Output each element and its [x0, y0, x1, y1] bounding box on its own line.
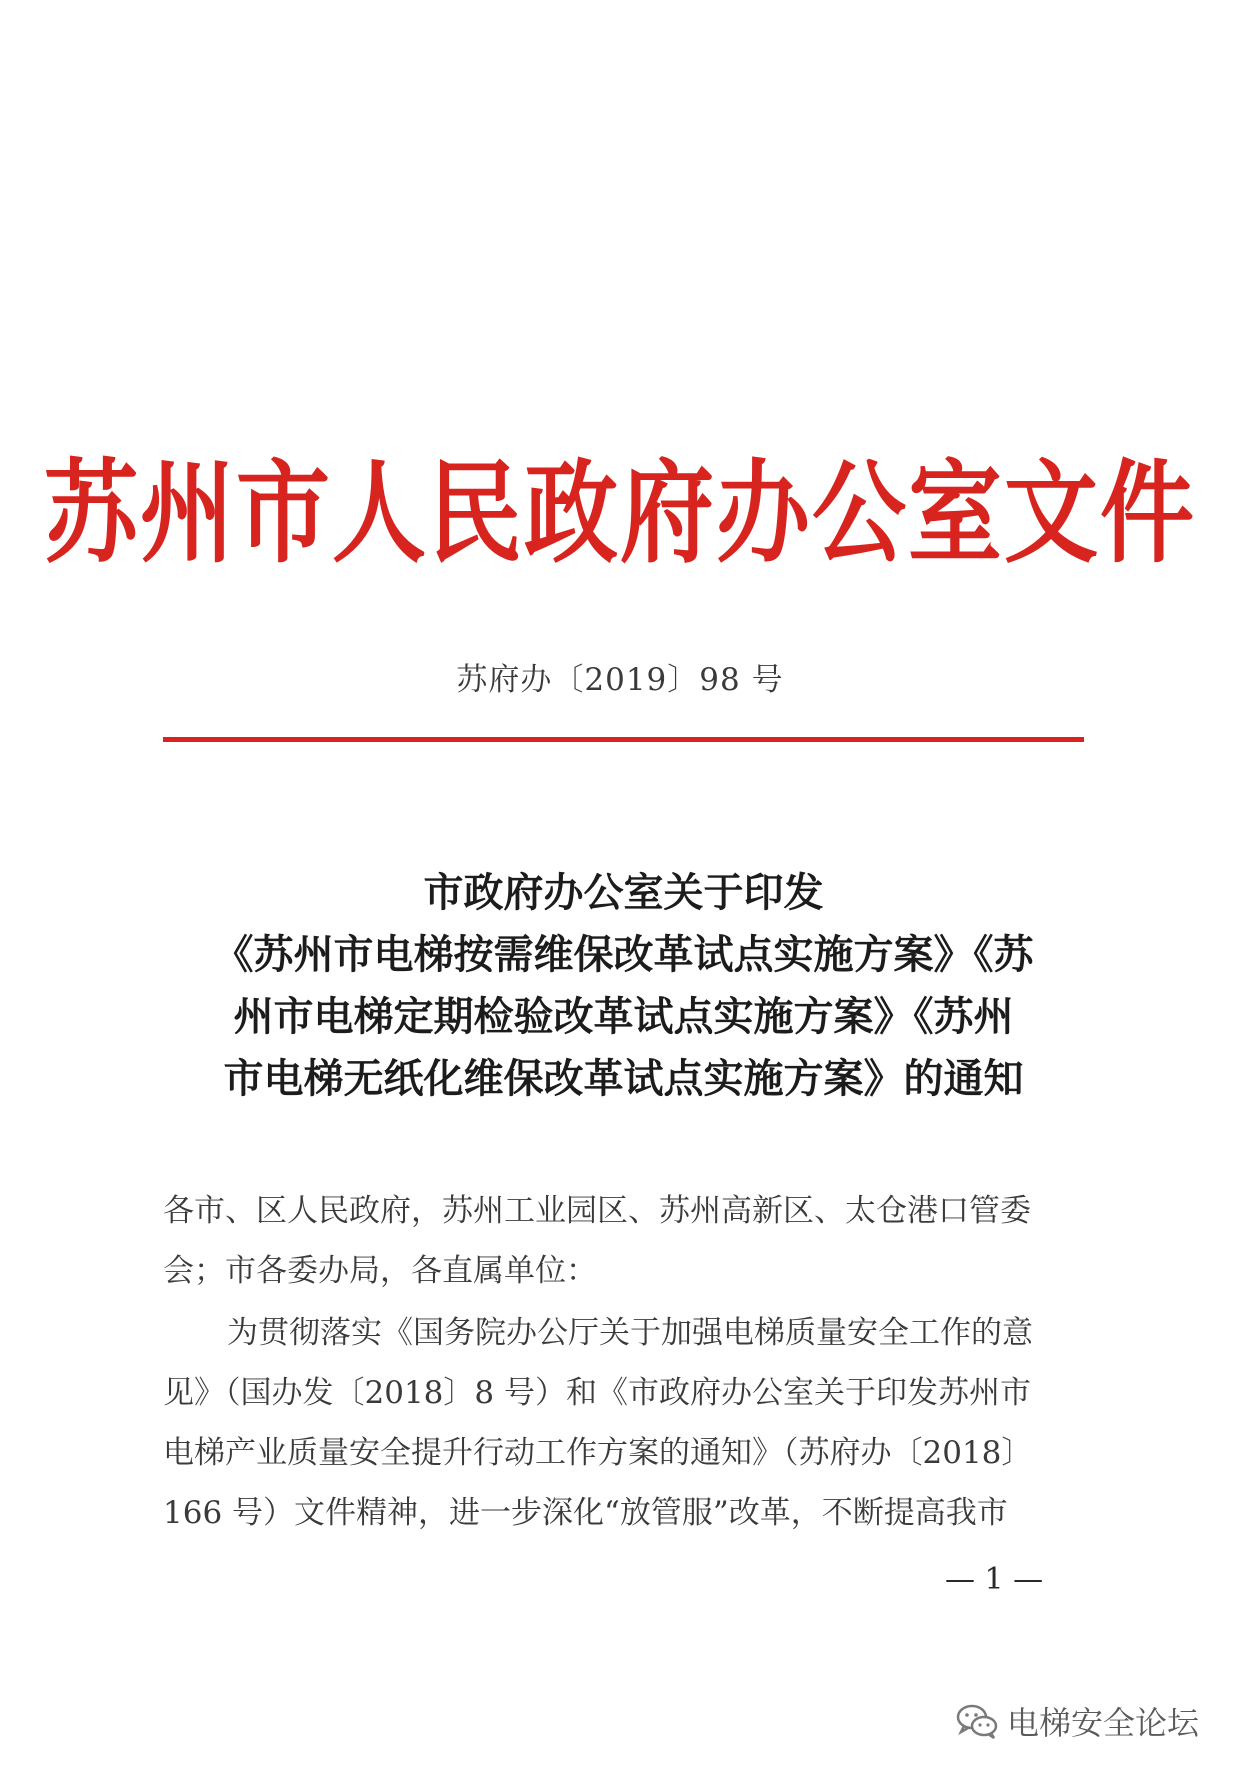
wechat-icon: [955, 1701, 999, 1741]
notice-title-line: 市电梯无纸化维保改革试点实施方案》的通知: [223, 1056, 1024, 1102]
watermark: [955, 1698, 1199, 1744]
notice-title-line: 州市电梯定期检验改革试点实施方案》《苏州: [233, 994, 1014, 1040]
red-divider-line: [163, 737, 1084, 742]
document-header-title: 苏州市人民政府办公室文件: [44, 448, 1197, 578]
body-paragraph: [163, 1303, 1084, 1543]
paragraph-line: 166 号）文件精神，进一步深化“放管服”改革，不断提高我市: [163, 1495, 1008, 1531]
notice-title: [163, 862, 1084, 1110]
page-number: — 1 —: [945, 1562, 1044, 1597]
paragraph-line: 电梯产业质量安全提升行动工作方案的通知》（苏府办〔2018〕: [163, 1435, 1033, 1471]
addressee-line: 各市、区人民政府，苏州工业园区、苏州高新区、太仓港口管委: [163, 1193, 1031, 1229]
notice-title-line: 市政府办公室关于印发: [423, 870, 824, 916]
notice-title-line: 《苏州市电梯按需维保改革试点实施方案》《苏: [213, 932, 1034, 978]
watermark-text: 电梯安全论坛: [1007, 1704, 1200, 1742]
paragraph-line: 见》（国办发〔2018〕8 号）和《市政府办公室关于印发苏州市: [163, 1375, 1031, 1411]
addressee-block: [163, 1181, 1084, 1301]
document-number: 苏府办〔2019〕98 号: [456, 662, 784, 698]
addressee-line: 会；市各委办局，各直属单位：: [163, 1253, 597, 1289]
paragraph-line: 为贯彻落实《国务院办公厅关于加强电梯质量安全工作的意: [227, 1315, 1033, 1351]
